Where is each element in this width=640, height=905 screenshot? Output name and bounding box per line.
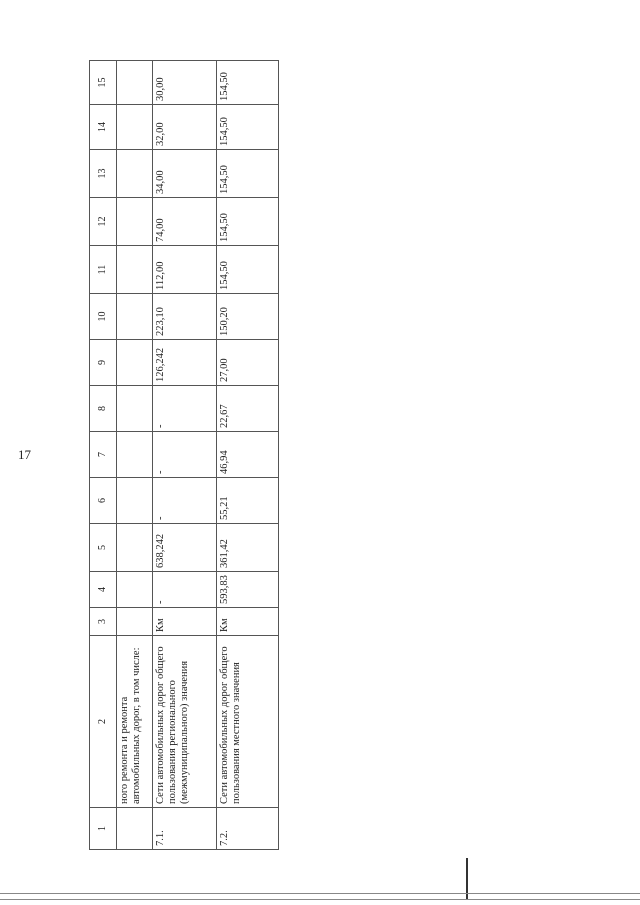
- cell-value: 154,50: [217, 105, 279, 150]
- column-header: 6: [90, 478, 117, 524]
- cell-value: -: [153, 572, 217, 608]
- table-container: [89, 65, 275, 850]
- cell-value: 46,94: [217, 432, 279, 478]
- cell-value: [117, 386, 153, 432]
- column-header: 12: [90, 198, 117, 246]
- cell-value: [117, 478, 153, 524]
- cell-value: [117, 340, 153, 386]
- cell-value: [117, 198, 153, 246]
- cell-value: [117, 246, 153, 294]
- cell-value: 154,50: [217, 246, 279, 294]
- cell-value: [117, 294, 153, 340]
- column-header: 11: [90, 246, 117, 294]
- header-row: [90, 61, 117, 850]
- row-number: [117, 808, 153, 850]
- row-name: Сети автомобильных дорог общего пользования местного значения: [217, 636, 279, 808]
- column-header: 9: [90, 340, 117, 386]
- cell-value: [117, 432, 153, 478]
- cell-value: 27,00: [217, 340, 279, 386]
- column-header: 2: [90, 636, 117, 808]
- column-header: 3: [90, 608, 117, 636]
- cell-value: 112,00: [153, 246, 217, 294]
- cell-value: 32,00: [153, 105, 217, 150]
- cell-value: [117, 524, 153, 572]
- column-header: 5: [90, 524, 117, 572]
- column-header: 13: [90, 150, 117, 198]
- column-header: 4: [90, 572, 117, 608]
- cell-value: 638,242: [153, 524, 217, 572]
- cell-value: [117, 61, 153, 105]
- row-number: 7.1.: [153, 808, 217, 850]
- cell-value: 126,242: [153, 340, 217, 386]
- cell-value: 154,50: [217, 150, 279, 198]
- row-unit: [117, 608, 153, 636]
- cell-value: -: [153, 478, 217, 524]
- cell-value: 30,00: [153, 61, 217, 105]
- row-unit: Км: [217, 608, 279, 636]
- cell-value: 74,00: [153, 198, 217, 246]
- row-unit: Км: [153, 608, 217, 636]
- cell-value: -: [153, 432, 217, 478]
- scan-edge-line: [0, 893, 640, 894]
- column-header: 7: [90, 432, 117, 478]
- column-header: 15: [90, 61, 117, 105]
- table-row: [117, 61, 153, 850]
- cell-value: [117, 572, 153, 608]
- row-number: 7.2.: [217, 808, 279, 850]
- row-name: Сети автомобильных дорог общего пользования регионального (межмуниципального) значения: [153, 636, 217, 808]
- cell-value: 150,20: [217, 294, 279, 340]
- cell-value: 361,42: [217, 524, 279, 572]
- cell-value: [117, 150, 153, 198]
- table-row: [217, 61, 279, 850]
- scan-edge-line: [0, 899, 640, 900]
- cell-value: 22,67: [217, 386, 279, 432]
- cell-value: 223,10: [153, 294, 217, 340]
- column-header: 8: [90, 386, 117, 432]
- cell-value: [117, 105, 153, 150]
- cell-value: -: [153, 386, 217, 432]
- cell-value: 55,21: [217, 478, 279, 524]
- column-header: 14: [90, 105, 117, 150]
- cell-value: 593,83: [217, 572, 279, 608]
- cell-value: 154,50: [217, 61, 279, 105]
- row-name: ного ремонта и ремонта автомобильных дорог, в том числе:: [117, 636, 153, 808]
- column-header: 1: [90, 808, 117, 850]
- column-header: 10: [90, 294, 117, 340]
- data-table: [89, 60, 279, 850]
- cell-value: 34,00: [153, 150, 217, 198]
- page-number: 17: [18, 447, 31, 462]
- table-row: [153, 61, 217, 850]
- cell-value: 154,50: [217, 198, 279, 246]
